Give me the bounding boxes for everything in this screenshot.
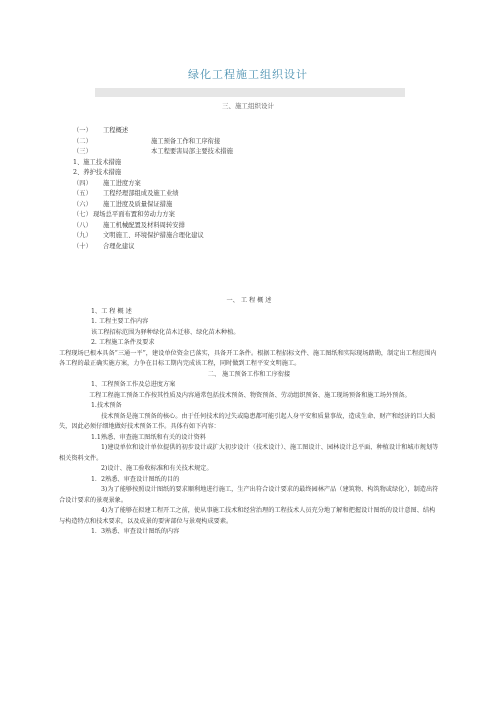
document-title: 绿化工程施工组织设计 [188,68,308,81]
item-heading: 1.1熟悉、审查施工图纸和有关的设计资料 [91,433,207,441]
toc-item: （七） 现场总平面布置和劳动力方案 [73,211,175,218]
item-heading: 2. 工程施工条件及要求 [91,339,155,346]
paragraph: 1)建设单位和设计单位提供的初步设计或扩大初步设计（技术设计）、施工图设计、园林设计总平面、种植设计和城市规划等相关资料文件。 [59,444,439,462]
section-header-caption: 三、施工组织设计 [222,102,274,110]
table-of-contents [73,126,433,252]
toc-item: （八） 施工机械配置及材料周转安排 [73,221,185,229]
item-heading: 1．3熟悉、审查设计图纸的内容 [91,528,180,535]
item-heading: 1. 工程主要工作内容 [91,318,149,325]
toc-item: （四） 施工进度方案 [73,179,141,187]
subsection-heading: 1、工 程 概 述 [91,307,132,315]
toc-item: （五） 工程经理部组成及施工业绩 [73,190,179,197]
section-heading: 一、 工 程 概 述 [226,297,272,304]
document-body [59,296,439,538]
paragraph: 3)为了能够按照设计图纸的要求顺利地进行施工，生产出符合设计要求的最终园林产品（建筑物、构筑物或绿化），制造出符合设计要求的景观景象。 [59,486,439,504]
toc-item: （十） 合理化建议 [73,242,135,250]
item-heading: 1．2熟悉、审查设计图纸的目的 [91,475,180,483]
subsection-heading: 1、工程预备工作及总进度方案 [91,381,176,388]
paragraph: 技术预备是施工预备的核心。由于任何技术的过失或隐患都可能引起人身平安和质量事故，造成生命、财产和经济的巨大损失，因此必须仔细地做好技术预备工作。具体有如下内容： [59,412,436,430]
toc-item: （六） 施工进度及质量保证措施 [73,200,173,208]
paragraph: 工程现场已根本具备“三通一平”，建设单位资金已落实，具备开工条件。根据工程招标文件、施工图纸和实际现场踏勘，制定出工程范围内各工程的最正确实施方案，力争在目标工期内完成该工程，同时做到工程平安文明施工。 [59,349,437,367]
section-header-band [95,88,405,97]
toc-item: （九） 文明施工、环境保护措施合理化建议 [73,232,204,239]
item-heading: 1.技术预备 [91,402,122,409]
paragraph: 该工程招标范围为驿种绿化苗木迁移、绿化苗木种植。 [91,328,240,336]
paragraph: 工程工程施工预备工作按其性质及内容通常包括技术预备、物资预备、劳动组织预备、施工现场预备和施工场外预备。 [89,391,411,399]
toc-item: （一） 工程概述 [73,127,129,134]
paragraph: 2)设计、施工验收标准和有关技术规定。 [101,465,213,472]
section-heading: 二、 施工预备工作和工序衔接 [207,370,291,378]
toc-item: 1、施工技术措施 [73,158,122,166]
toc-item: 2、养护技术措施 [73,169,122,176]
toc-item: （二） 施工预备工作和工序衔接 [73,137,221,145]
paragraph: 4)为了能够在拟建工程开工之前，使从事施工技术和经营治理的工程技术人员充分地了解和把握设计图纸的设计意图、结构与构造特点和技术要求，以及成景的要害部位与景观构成要素。 [59,507,436,525]
toc-item: （三） 本工程要害局部主要技术措施 [73,148,233,155]
